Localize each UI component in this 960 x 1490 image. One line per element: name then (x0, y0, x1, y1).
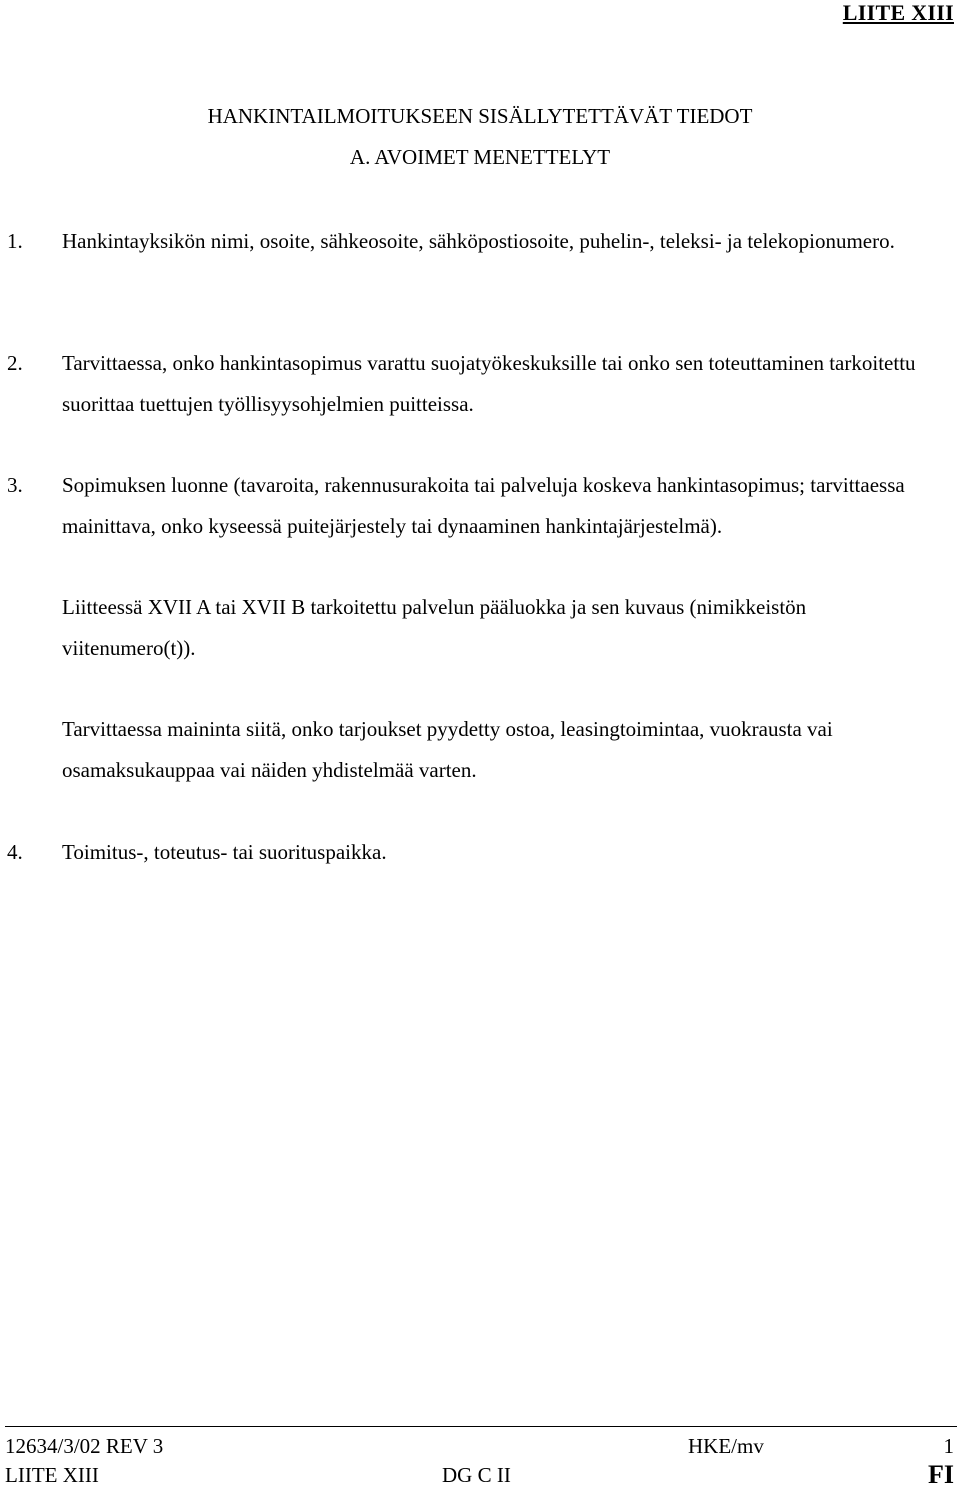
document-subtitle: A. AVOIMET MENETTELYT (349, 145, 611, 169)
footer-annex: LIITE XIII (5, 1463, 99, 1487)
item-1-text: Hankintayksikön nimi, osoite, sähkeosoite, sähköpostiosoite, puhelin-, teleksi- ja telekopionumero. (62, 229, 895, 253)
item-3-sub-paragraph-2: Tarvittaessa maininta siitä, onko tarjoukset pyydetty ostoa, leasingtoimintaa, vuokrausta vai osamaksukauppaa vai näiden yhdistelmää varten. (62, 717, 833, 782)
item-4-number: 4. (7, 840, 23, 864)
footer-dg: DG C II (442, 1463, 511, 1487)
document-title: HANKINTAILMOITUKSEEN SISÄLLYTETTÄVÄT TIEDOT (207, 104, 753, 128)
item-1-number: 1. (7, 229, 23, 253)
footer-divider (5, 1426, 957, 1427)
footer-doc-ref: 12634/3/02 REV 3 (5, 1434, 164, 1458)
item-2-number: 2. (7, 351, 23, 375)
item-3-text: Sopimuksen luonne (tavaroita, rakennusurakoita tai palveluja koskeva hankintasopimus; tarvittaessa mainittava, onko kyseessä puitejärjestely tai dynaaminen hankintajärjestelmä). (62, 473, 905, 538)
footer-initials: HKE/mv (688, 1434, 764, 1458)
item-4-text: Toimitus-, toteutus- tai suorituspaikka. (62, 840, 387, 864)
footer-language: FI (928, 1460, 954, 1489)
annex-label: LIITE XIII (842, 0, 954, 25)
item-3-number: 3. (7, 473, 23, 497)
footer-page-number: 1 (943, 1434, 954, 1458)
item-2-text: Tarvittaessa, onko hankintasopimus varattu suojatyökeskuksille tai onko sen toteuttaminen tarkoitettu suorittaa tuettujen työllisyysohjelmien puitteissa. (62, 351, 916, 416)
item-3-sub-paragraph-1: Liitteessä XVII A tai XVII B tarkoitettu palvelun pääluokka ja sen kuvaus (nimikkeistön viitenumero(t)). (62, 595, 807, 660)
